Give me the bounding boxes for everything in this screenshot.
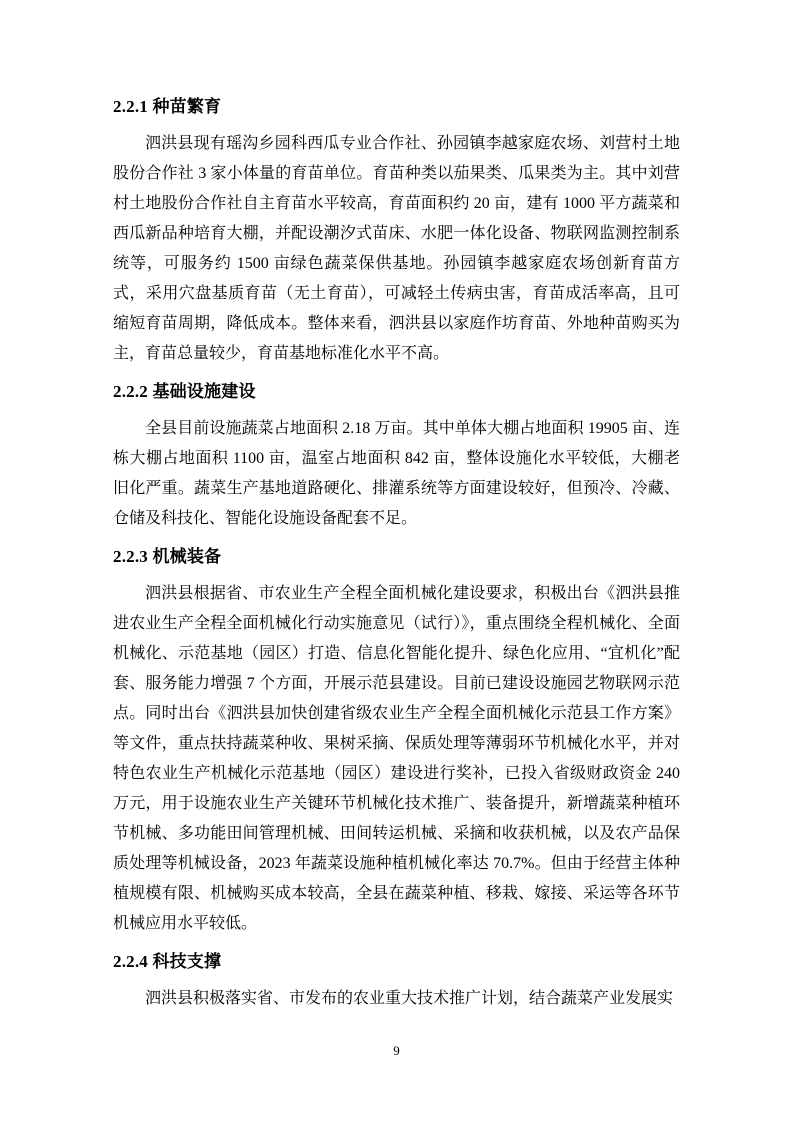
page-number: 9 (393, 1043, 400, 1058)
section-heading: 2.2.4 科技支撑 (113, 952, 222, 971)
document-section (113, 544, 680, 939)
document-section (113, 94, 680, 369)
page-footer (113, 1042, 680, 1060)
document-section (113, 949, 680, 1014)
section-paragraph: 泗洪县现有瑶沟乡园科西瓜专业合作社、孙园镇李越家庭农场、刘营村土地股份合作社 3 家小体量的育苗单位。育苗种类以茄果类、瓜果类为主。其中刘营村土地股份合作社自主育苗水平较高，育苗面积约 20 亩，建有 1000 平方蔬菜和西瓜新品种培育大棚，并配设潮汐式苗床、水肥一体化设备、物联网监测控制系统等，可服务约 1500 亩绿色蔬菜保供基地。孙园镇李越家庭农场创新育苗方式，采用穴盘基质育苗（无土育苗），可减轻土传病虫害，育苗成活率高，且可缩短育苗周期，降低成本。整体来看，泗洪县以家庭作坊育苗、外地种苗购买为主，育苗总量较少，育苗基地标准化水平不高。 (113, 135, 680, 362)
document-section (113, 379, 680, 534)
section-heading: 2.2.1 种苗繁育 (113, 97, 222, 116)
section-paragraph: 全县目前设施蔬菜占地面积 2.18 万亩。其中单体大棚占地面积 19905 亩、连栋大棚占地面积 1100 亩，温室占地面积 842 亩，整体设施化水平较低，大棚老旧化严重。蔬菜生产基地道路硬化、排灌系统等方面建设较好，但预冷、冷藏、仓储及科技化、智能化设施设备配套不足。 (113, 420, 680, 527)
section-heading: 2.2.3 机械装备 (113, 547, 222, 566)
document-body (113, 94, 680, 1014)
section-paragraph: 泗洪县根据省、市农业生产全程全面机械化建设要求，积极出台《泗洪县推进农业生产全程全面机械化行动实施意见（试行）》，重点围绕全程机械化、全面机械化、示范基地（园区）打造、信息化智能化提升、绿色化应用、“宜机化”配套、服务能力增强 7 个方面，开展示范县建设。目前已建设设施园艺物联网示范点。同时出台《泗洪县加快创建省级农业生产全程全面机械化示范县工作方案》等文件，重点扶持蔬菜种收、果树采摘、保质处理等薄弱环节机械化水平，并对特色农业生产机械化示范基地（园区）建设进行奖补，已投入省级财政资金 240 万元，用于设施农业生产关键环节机械化技术推广、装备提升，新增蔬菜种植环节机械、多功能田间管理机械、田间转运机械、采摘和收获机械，以及农产品保质处理等机械设备，2023 年蔬菜设施种植机械化率达 70.7%。但由于经营主体种植规模有限、机械购买成本较高，全县在蔬菜种植、移栽、嫁接、采运等各环节机械应用水平较低。 (113, 585, 680, 932)
section-paragraph: 泗洪县积极落实省、市发布的农业重大技术推广计划，结合蔬菜产业发展实 (145, 990, 674, 1007)
section-heading: 2.2.2 基础设施建设 (113, 382, 256, 401)
